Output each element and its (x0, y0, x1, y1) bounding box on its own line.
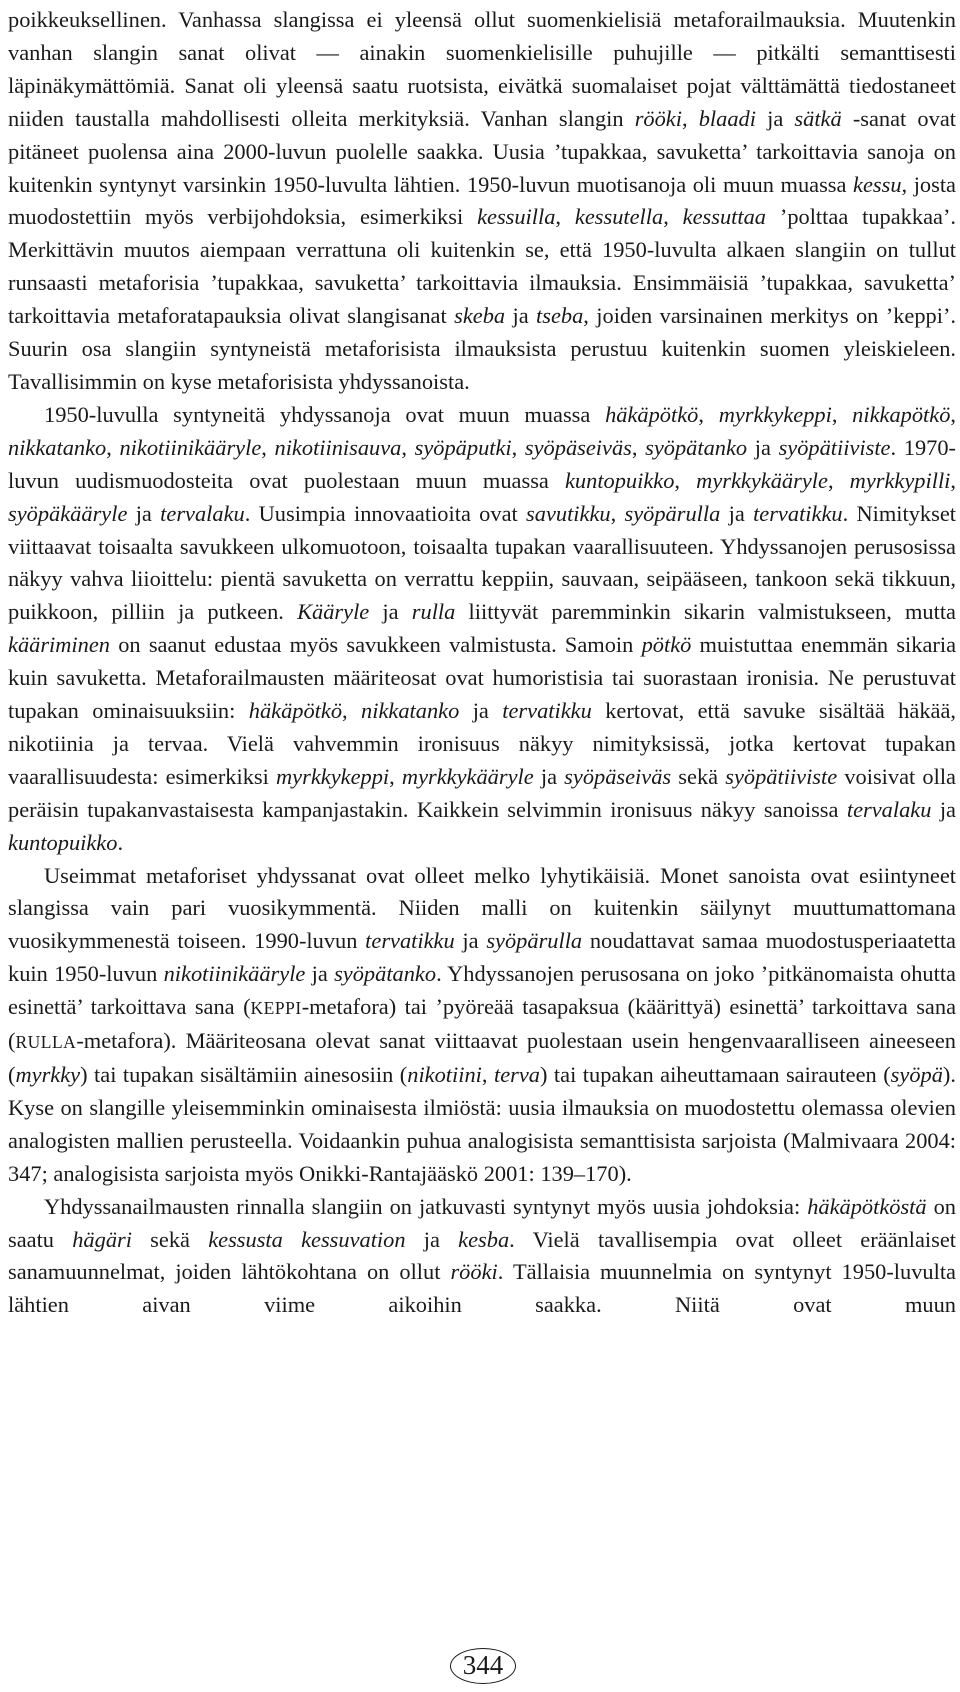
text-run: ja (405, 1226, 459, 1252)
text-run: voisivat olla peräisin tupakanvastaisesta kampanjastakin. Kaikkein selvimmin ironisuus näkyy sanoissa (8, 763, 956, 822)
text-run: , (401, 434, 415, 460)
text-run: ja (747, 434, 779, 460)
italic-term: tervatikku (753, 500, 843, 526)
small-caps-term: RULLA (15, 1032, 77, 1053)
text-run: . Nimitykset viittaavat toisaalta savukkeen ulkomuotoon, toisaalta tupakan vaarallisuuteen. Yhdyssanojen perusosissa näkyy vahva liioittelu: pientä savuketta on verrattu keppiin, sauvaan, seipääseen, tankoon sekä tikkuun, puikkoon, pilliin ja putkeen. (8, 500, 957, 625)
text-run: kertovat, että savuke sisältää häkää, nikotiinia ja tervaa. Vielä vahvemmin ironisuus näkyy nimityksissä, jotka kertovat tupakan vaarallisuudesta: esimerkiksi (8, 698, 956, 789)
page-number: 344 (450, 1648, 516, 1684)
text-run: Useimmat metaforiset yhdyssanat ovat olleet melko lyhytikäisiä. Monet sanoista ovat esiintyneet slangissa vain pari vuosikymmentä. Niiden malli on kuitenkin säilynyt muuttumattomana vuosikymmenestä toiseen. 1990-luvun (8, 862, 956, 954)
small-caps-term: KEPPI (250, 998, 302, 1019)
italic-term: syöpätiiviste (778, 434, 891, 460)
italic-term: syöpätiiviste (725, 763, 838, 789)
italic-term: syöpäkääryle (8, 500, 128, 526)
text-run: , josta muodostettiin myös verbijohdoksia, esimerkiksi (8, 171, 956, 230)
italic-term: syöpäputki (414, 434, 512, 460)
text-run: sekä (671, 763, 726, 789)
italic-term: myrkky (15, 1062, 81, 1087)
text-run: , (674, 467, 697, 493)
italic-term: kessuvation (301, 1226, 406, 1252)
text-run: ja (305, 961, 335, 987)
italic-term: kessuttaa (682, 204, 766, 230)
italic-term: myrkkypilli (849, 467, 951, 493)
italic-term: tseba (536, 303, 584, 329)
paragraph (8, 860, 956, 1191)
italic-term: hägäri (72, 1226, 132, 1252)
italic-term: tervalaku (846, 796, 932, 822)
text-run: . 1970-luvun uudismuodosteita ovat puolestaan muun muassa (8, 434, 956, 493)
text-run: , joiden varsinainen merkitys on ’keppi’. Suurin osa slangiin syntyneistä metaforisista ilmauksista perustuu kuitenkin suomen yleiskieleen. Tavallisimmin on kyse metaforisista yhdyssanoista. (8, 303, 956, 394)
italic-term: häkäpötköstä (807, 1193, 927, 1219)
italic-term: kessutella (574, 204, 664, 230)
text-run: , (511, 434, 525, 460)
body-text (8, 4, 956, 1322)
italic-term: myrkkykeppi (276, 763, 390, 789)
text-run: 1950-luvulla syntyneitä yhdyssanoja ovat muun muassa (44, 401, 606, 427)
text-run: ja (931, 796, 956, 822)
italic-term: skeba (454, 303, 506, 329)
italic-term: kessusta (208, 1226, 283, 1252)
text-run: . Uusimpia innovaatioita ovat (244, 500, 527, 526)
italic-term: myrkkykääryle (696, 467, 828, 493)
text-run: . Yhdyssanojen perusosana on joko ’pitkänomaista ohutta esinettä’ tarkoittava sana ( (8, 961, 956, 1020)
italic-term: nikotiinikääryle (119, 434, 262, 460)
text-run: , (261, 434, 275, 460)
text-run: ja (369, 599, 412, 625)
italic-term: nikotiinikääryle (163, 961, 306, 987)
text-run: poikkeuksellinen. Vanhassa slangissa ei yleensä ollut suomenkielisiä metaforailmauksia. Muutenkin vanhan slangin sanat olivat — ainakin suomenkielisille puhujille — pitkälti semanttisesti läpinäkymättömiä. Sanat oli yleensä saatu ruotsista, eivätkä suomalaiset pojat välttämättä tiedostaneet niiden taustalla mahdollisesti olleita merkityksiä. Vanhan slangin (8, 7, 956, 131)
italic-term: pötkö (641, 632, 692, 658)
text-run: , (555, 204, 575, 230)
text-run: , (831, 401, 853, 427)
text-run: -sanat ovat pitäneet puolensa aina 2000-luvun puolelle saakka. Uusia ’tupakkaa, savuketta’ tarkoittavia sanoja on kuitenkin syntynyt varsinkin 1950-luvulta lähtien. 1950-luvun muotisanoja oli muun muassa (8, 105, 956, 197)
text-run: on saatu (8, 1193, 956, 1252)
text-run: on saanut edustaa myös savukkeen valmistusta. Samoin (109, 632, 642, 658)
italic-term: syöpäseiväs (524, 434, 632, 460)
italic-term: tervatikku (365, 928, 455, 954)
italic-term: blaadi (698, 105, 756, 131)
italic-term: rööki (450, 1259, 498, 1285)
italic-term: syöpätanko (334, 961, 437, 987)
italic-term: rulla (411, 599, 456, 625)
italic-term: häkäpötkö (248, 698, 343, 724)
text-run: , (610, 500, 625, 526)
text-run: , (481, 1062, 494, 1087)
text-run: , (827, 467, 850, 493)
italic-term: savutikku (526, 500, 611, 526)
italic-term: kuntopuikko (564, 467, 675, 493)
italic-term: tervatikku (502, 698, 592, 724)
text-run: ). Kyse on slangille yleisemminkin ominaisesta ilmiöstä: uusia ilmauksia on muodostettu olemassa olevien analogisten mallien perusteella. Voidaankin puhua analogisista semanttisista sarjoista (Malmivaara 2004: 347; analogisista sarjoista myös Onikki-Rantajääskö 2001: 139–170). (8, 1062, 956, 1186)
text-run (283, 1227, 301, 1252)
italic-term: häkäpötkö (605, 401, 699, 427)
text-run: ) tai tupakan aiheuttamaan sairauteen ( (539, 1062, 891, 1087)
text-run: liittyvät paremminkin sikarin valmistukseen, mutta (455, 599, 956, 625)
italic-term: kuntopuikko (8, 829, 118, 855)
paragraph (8, 399, 956, 860)
text-run: sekä (131, 1226, 209, 1252)
text-run: muistuttaa enemmän sikaria kuin savuketta. Metaforailmausten määriteosat ovat humoristisia tai suorastaan ironisia. Ne perustuvat tupakan ominaisuuksiin: (8, 632, 957, 724)
text-run: , (663, 204, 683, 230)
italic-term: kesba (458, 1226, 510, 1252)
text-run: , (342, 698, 362, 724)
text-run: , (950, 467, 956, 493)
paragraph (8, 4, 956, 399)
text-run: , (106, 434, 120, 460)
italic-term: syöpäseiväs (564, 763, 672, 789)
italic-term: nikkatanko (8, 434, 107, 460)
text-run: ja (720, 500, 754, 526)
text-run: ja (127, 500, 161, 526)
italic-term: nikotiinisauva (274, 434, 402, 460)
italic-term: syöpä (890, 1062, 943, 1087)
italic-term: syöpätanko (645, 434, 748, 460)
text-run: , (950, 401, 956, 427)
italic-term: kessu (853, 171, 902, 197)
italic-term: myrkkykeppi (718, 401, 832, 427)
italic-term: sätkä (794, 105, 842, 131)
text-run: -metafora). Määriteosana olevat sanat viittaavat puolestaan usein hengenvaaralliseen aineeseen ( (8, 1028, 956, 1087)
text-run: Yhdyssanailmausten rinnalla slangiin on jatkuvasti syntynyt myös uusia johdoksia: (44, 1193, 808, 1219)
italic-term: tervalaku (160, 500, 245, 526)
text-run: . Vielä tavallisempia ovat olleet eräänlaiset sanamuunnelmat, joiden lähtökohtana on ollut (8, 1226, 957, 1285)
italic-term: kessuilla (477, 204, 556, 230)
italic-term: terva (493, 1062, 540, 1087)
text-run: . (117, 829, 124, 855)
italic-term: nikkatanko (361, 698, 460, 724)
italic-term: myrkkykääryle (401, 763, 534, 789)
italic-term: rööki (634, 105, 682, 131)
italic-term: nikotiini (407, 1062, 482, 1087)
italic-term: syöpärulla (624, 500, 721, 526)
italic-term: nikkapötkö (852, 401, 951, 427)
text-run: ja (755, 105, 795, 131)
text-run: , (631, 434, 646, 460)
text-run: , (698, 401, 719, 427)
text-run: ja (454, 928, 487, 954)
italic-term: kääriminen (8, 632, 110, 658)
text-run: ) tai tupakan sisältämiin ainesosiin ( (80, 1062, 408, 1087)
text-run: ja (533, 763, 565, 789)
paragraph (8, 1191, 956, 1323)
text-run: ja (459, 698, 503, 724)
text-run: -metafora) tai ’pyöreää tasapaksua (käärittyä) esinettä’ tarkoittava sana ( (8, 994, 957, 1054)
text-run: ja (505, 303, 537, 329)
text-run: , (681, 105, 699, 131)
text-run: . Tällaisia muunnelmia on syntynyt 1950-luvulta lähtien aivan viime aikoihin saakka. Niitä ovat muun (8, 1259, 956, 1318)
italic-term: Kääryle (297, 599, 370, 625)
italic-term: syöpärulla (486, 928, 583, 954)
text-run: noudattavat samaa muodostusperiaatetta kuin 1950-luvun (8, 928, 956, 987)
text-run: ’polttaa tupakkaa’. Merkittävin muutos aiempaan verrattuna oli kuitenkin se, että 1950-luvulta alkaen slangiin on tullut runsaasti metaforisia ’tupakkaa, savuketta’ tarkoittavia ilmauksia. Ensimmäisiä ’tupakkaa, savuketta’ tarkoittavia metaforatapauksia olivat slangisanat (8, 204, 956, 329)
text-run: , (389, 763, 402, 789)
